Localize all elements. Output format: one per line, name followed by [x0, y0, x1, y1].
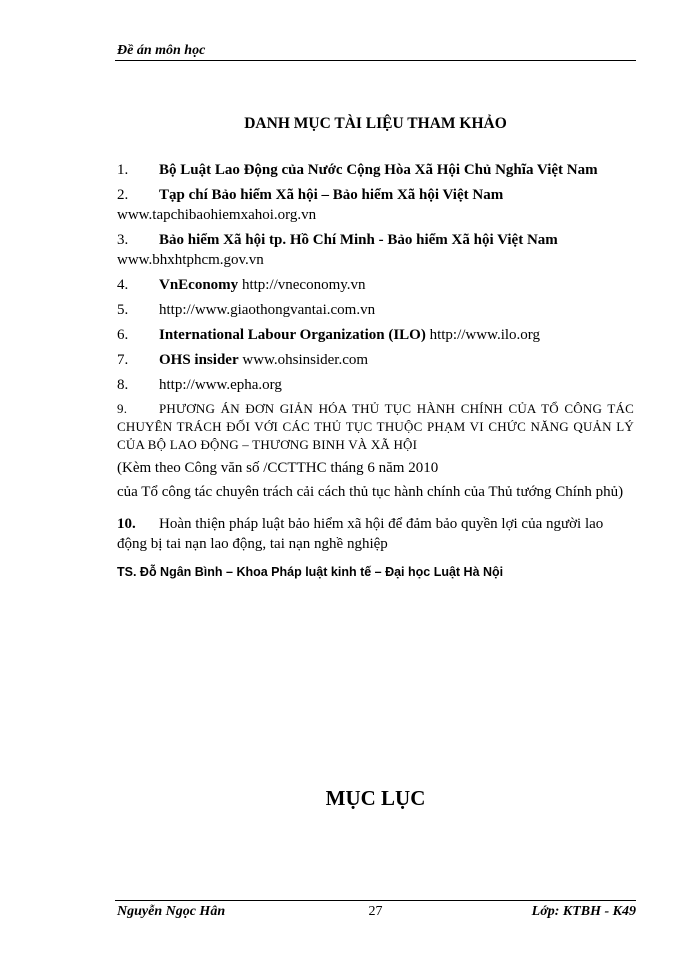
reference-item-4 — [117, 275, 634, 295]
references-title: DANH MỤC TÀI LIỆU THAM KHẢO — [244, 115, 507, 132]
header-rule — [115, 60, 636, 61]
reference-item-2 — [117, 185, 634, 225]
reference-url: http://www.giaothongvantai.com.vn — [159, 302, 376, 318]
reference-number: 3. — [117, 232, 129, 248]
reference-item-1 — [117, 160, 634, 180]
reference-number: 1. — [117, 162, 129, 178]
table-of-contents-heading: MỤC LỤC — [325, 786, 426, 810]
reference-url: www.bhxhtphcm.gov.vn — [117, 252, 264, 268]
reference-title: OHS insider — [159, 352, 239, 368]
page-number: 27 — [368, 904, 383, 919]
reference-number: 8. — [117, 377, 129, 393]
reference-url: www.ohsinsider.com — [242, 352, 369, 368]
reference-url: http://vneconomy.vn — [241, 277, 366, 293]
reference-title: International Labour Organization (ILO) — [159, 327, 426, 343]
page-header: Đề án môn học — [117, 43, 206, 58]
reference-title: PHƯƠNG ÁN ĐƠN GIẢN HÓA THỦ TỤC HÀNH CHÍNH CỦA TỔ CÔNG TÁC CHUYÊN TRÁCH ĐỐI VỚI CÁC THỦ TỤC THUỘC PHẠM VI CHỨC NĂNG QUẢN LÝ CỦA BỘ LAO ĐỘNG – THƯƠNG BINH VÀ XÃ HỘI — [117, 401, 634, 452]
reference-item-8 — [117, 375, 634, 395]
reference-number: 5. — [117, 302, 129, 318]
reference-url: http://www.ilo.org — [429, 327, 541, 343]
reference-title: Hoàn thiện pháp luật bảo hiểm xã hội để đảm bảo quyền lợi của người lao động bị tai nạn lao động, tai nạn nghề nghiệp — [117, 516, 604, 552]
reference-number: 10. — [117, 516, 136, 532]
reference-item-9-issuer: của Tổ công tác chuyên trách cải cách thủ tục hành chính của Thủ tướng Chính phủ) — [117, 484, 624, 500]
reference-title: Bộ Luật Lao Động của Nước Cộng Hòa Xã Hội Chủ Nghĩa Việt Nam — [159, 162, 598, 178]
reference-item-10-author: TS. Đỗ Ngân Bình – Khoa Pháp luật kinh tế – Đại học Luật Hà Nội — [117, 565, 504, 579]
reference-number: 2. — [117, 187, 129, 203]
reference-item-7 — [117, 350, 634, 370]
reference-number: 9. — [117, 401, 128, 416]
reference-title: Tạp chí Bảo hiểm Xã hội – Bảo hiểm Xã hội Việt Nam — [159, 187, 504, 203]
reference-item-5 — [117, 300, 634, 320]
reference-url: www.tapchibaohiemxahoi.org.vn — [117, 207, 317, 223]
reference-number: 6. — [117, 327, 129, 343]
footer-author: Nguyễn Ngọc Hân — [117, 904, 226, 919]
footer-class: Lớp: KTBH - K49 — [531, 904, 636, 919]
reference-number: 7. — [117, 352, 129, 368]
reference-number: 4. — [117, 277, 129, 293]
reference-list — [117, 160, 634, 582]
reference-item-9 — [117, 400, 634, 454]
reference-title: VnEconomy — [159, 277, 239, 293]
reference-item-6 — [117, 325, 634, 345]
reference-item-3 — [117, 230, 634, 270]
footer-rule — [115, 900, 636, 901]
reference-item-9-note: (Kèm theo Công văn số /CCTTHC tháng 6 năm 2010 — [117, 460, 439, 476]
reference-url: http://www.epha.org — [159, 377, 282, 393]
reference-title: Bảo hiểm Xã hội tp. Hồ Chí Minh - Bảo hiểm Xã hội Việt Nam — [159, 232, 558, 248]
reference-item-10 — [117, 514, 634, 554]
